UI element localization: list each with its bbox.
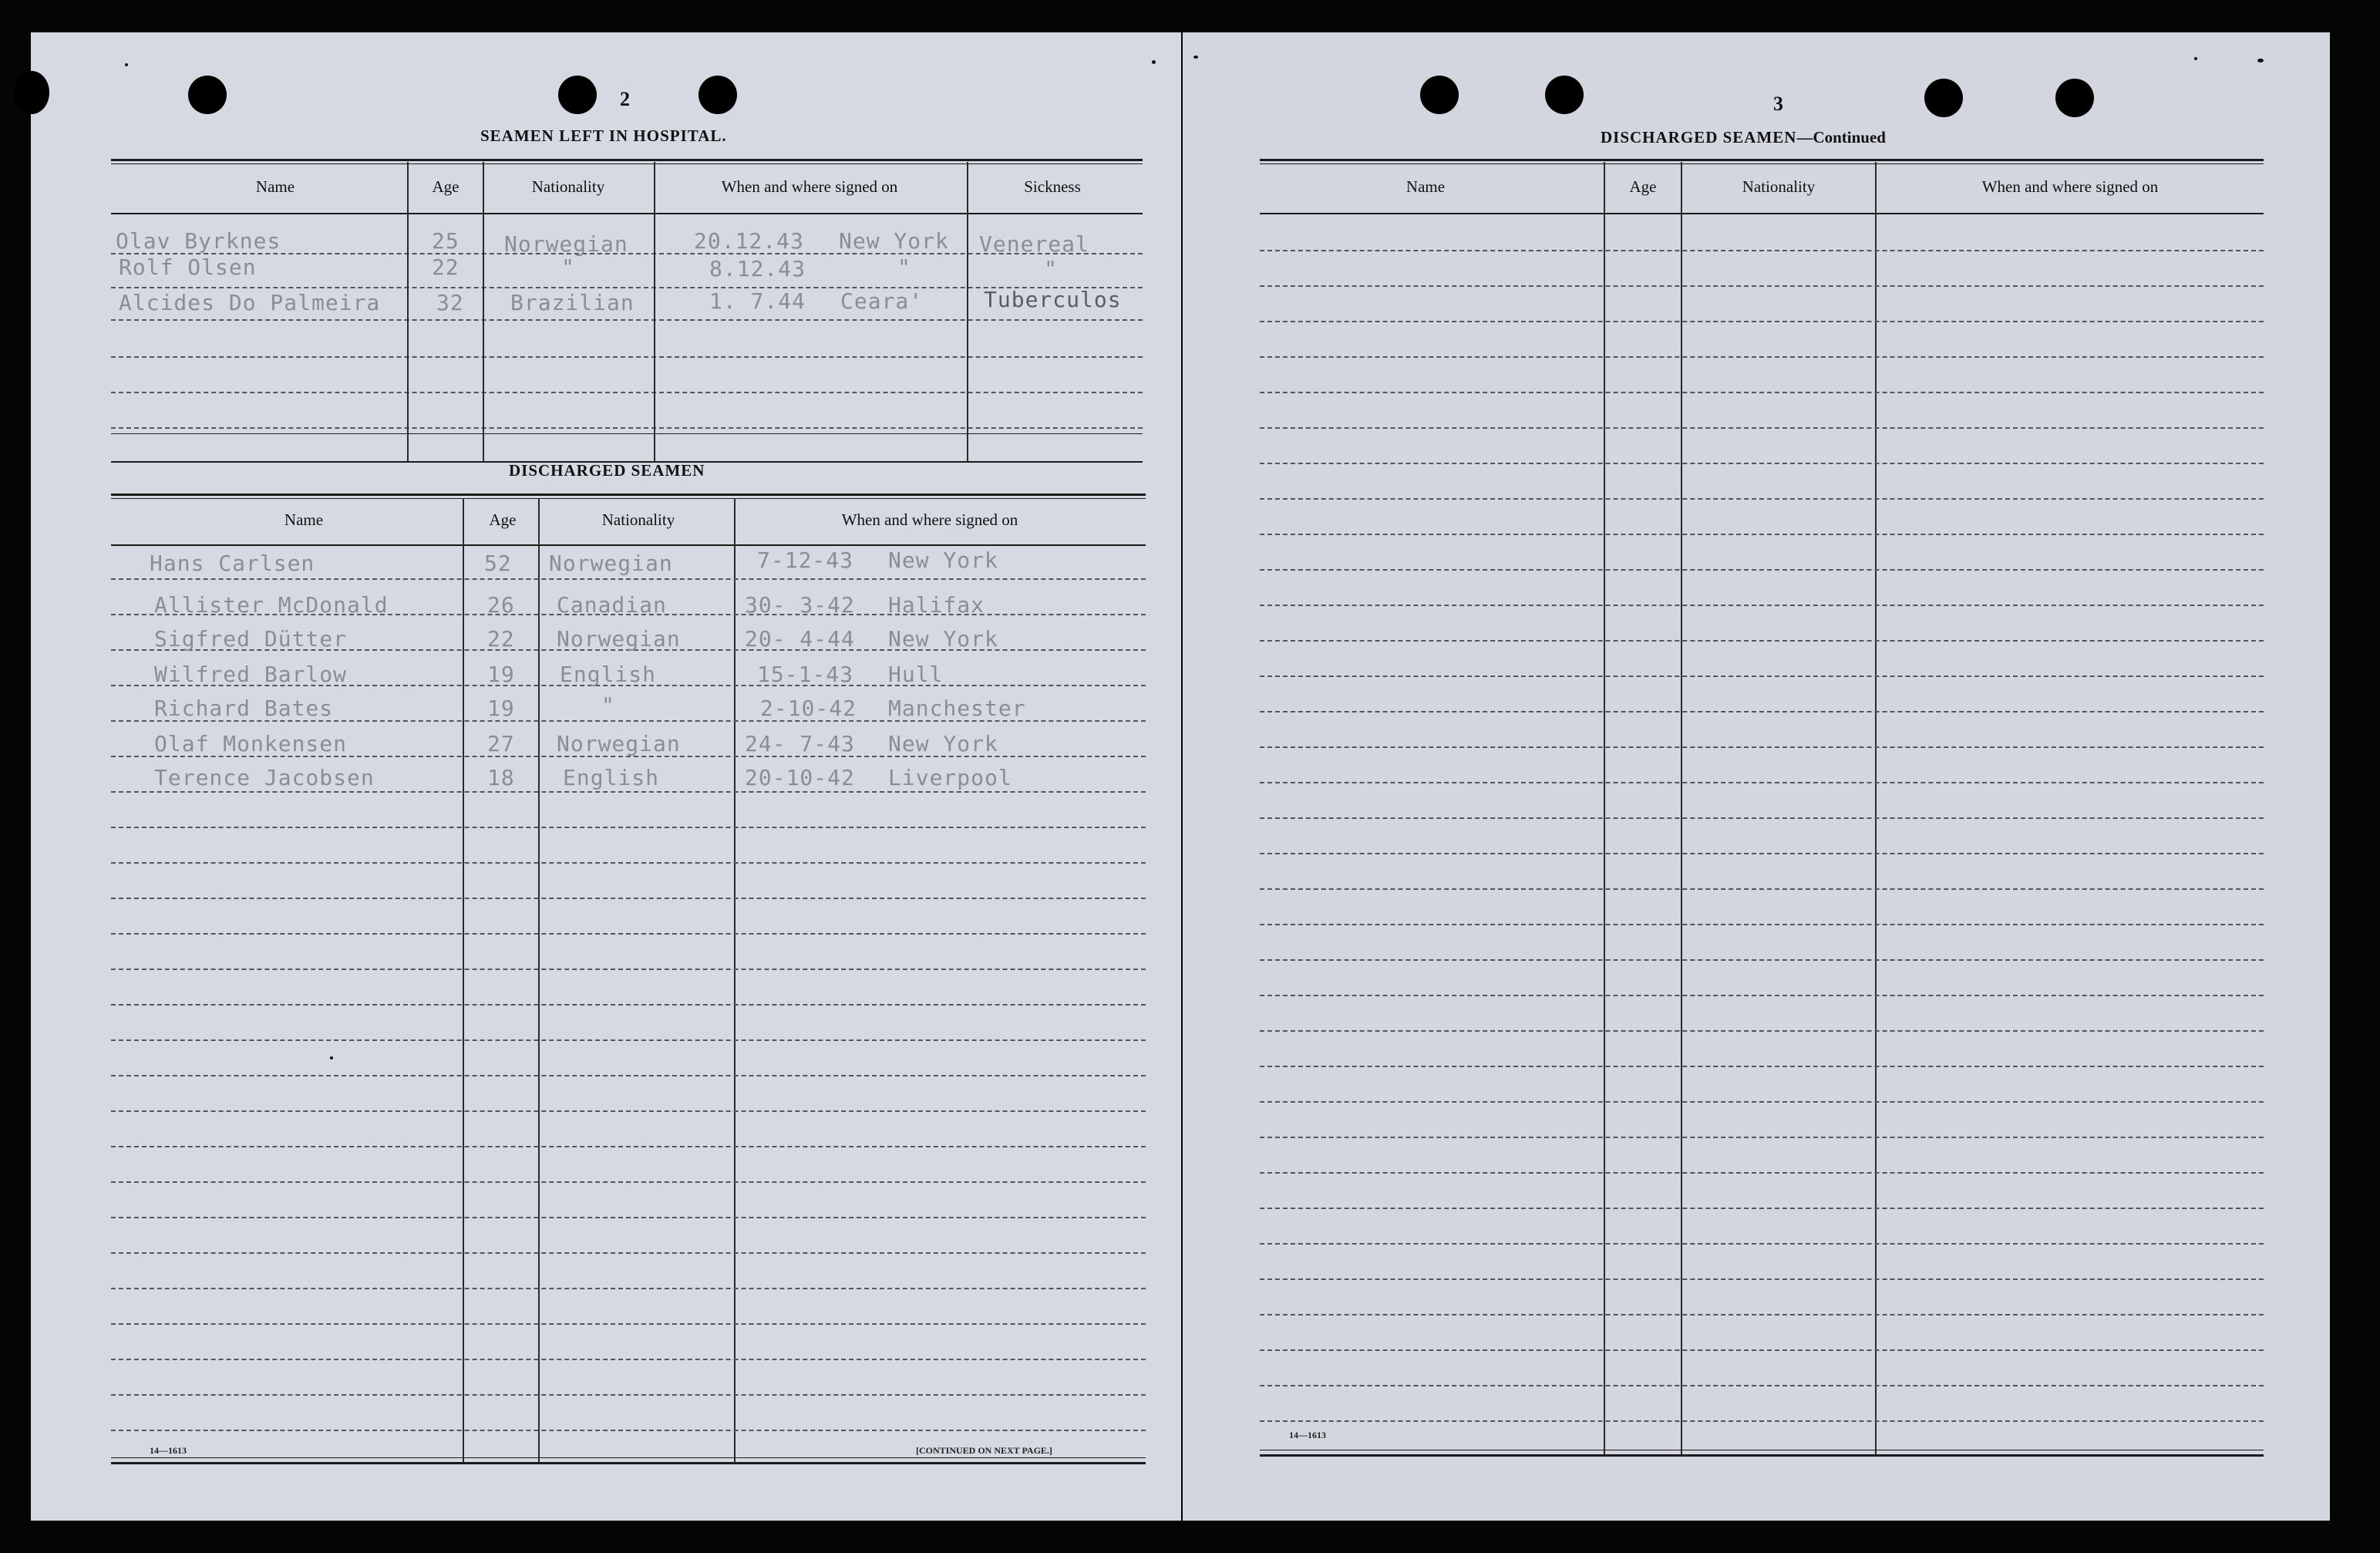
seaman-nationality: Norwegian: [557, 626, 681, 652]
punch-hole: [2055, 79, 2094, 117]
row-line: [111, 356, 1143, 358]
column-header-nationality: Nationality: [1742, 177, 1816, 196]
row-line: [111, 1146, 1146, 1147]
header-top-rule: [1260, 163, 2264, 164]
header-top-rule: [111, 163, 1143, 164]
title-text: DISCHARGED SEAMEN: [1601, 128, 1797, 147]
signed-on-place: ": [897, 254, 911, 280]
seaman-age: 19: [487, 696, 515, 721]
row-line: [111, 1217, 1146, 1218]
row-line: [1260, 463, 2264, 464]
hospital-section-title: SEAMEN LEFT IN HOSPITAL.: [480, 126, 727, 145]
row-line: [1260, 1030, 2264, 1032]
row-line: [111, 1004, 1146, 1006]
table-bottom-rule: [1260, 1454, 2264, 1457]
column-divider: [734, 498, 736, 1462]
signed-on-date: 30- 3-42: [745, 592, 855, 618]
signed-on-date: 8.12.43: [709, 256, 806, 281]
row-line: [111, 827, 1146, 828]
row-line: [1260, 1349, 2264, 1351]
seaman-age: 32: [436, 290, 464, 315]
title-suffix: —Continued: [1796, 128, 1886, 147]
page-number: 3: [1773, 93, 1783, 115]
row-line: [1260, 250, 2264, 251]
ink-speck: [1152, 60, 1156, 64]
row-line: [111, 1288, 1146, 1289]
row-line: [1260, 534, 2264, 535]
seaman-nationality: English: [560, 662, 657, 687]
sickness: Venereal: [979, 231, 1089, 257]
signed-on-place: New York: [888, 731, 998, 756]
table-bottom-rule: [111, 1462, 1146, 1464]
column-header-sickness: Sickness: [1024, 177, 1081, 196]
row-line: [1260, 746, 2264, 748]
seaman-name: Alcides Do Palmeira: [119, 290, 381, 315]
signed-on-place: Hull: [888, 662, 944, 687]
seaman-name: Hans Carlsen: [150, 551, 315, 576]
signed-on-place: Ceara': [840, 288, 924, 314]
ink-speck: [2257, 59, 2264, 62]
row-line: [111, 1252, 1146, 1254]
row-line: [111, 1110, 1146, 1112]
row-line: [1260, 1314, 2264, 1316]
seaman-age: 22: [432, 254, 460, 280]
seaman-age: 52: [484, 551, 512, 576]
seaman-name: Olaf Monkensen: [154, 731, 348, 756]
row-line: [111, 427, 1143, 429]
row-line: [1260, 888, 2264, 890]
row-line: [1260, 1385, 2264, 1386]
column-header-age: Age: [1629, 177, 1657, 196]
column-header-name: Name: [284, 510, 324, 529]
punch-hole: [188, 76, 227, 114]
sickness: ": [1044, 256, 1058, 281]
signed-on-date: 20-10-42: [745, 765, 855, 790]
column-header-age: Age: [489, 510, 517, 529]
column-divider: [654, 162, 655, 461]
signed-on-date: 24- 7-43: [745, 731, 855, 756]
header-top-rule: [111, 494, 1146, 496]
row-line: [1260, 1420, 2264, 1422]
discharged-section-title: DISCHARGED SEAMEN: [509, 461, 705, 480]
row-line: [1260, 498, 2264, 500]
right-page: [1183, 32, 2330, 1521]
punch-hole: [1420, 76, 1459, 114]
seaman-nationality: Brazilian: [510, 290, 635, 315]
seaman-age: 26: [487, 592, 515, 618]
column-header-age: Age: [432, 177, 460, 196]
row-line: [1260, 995, 2264, 996]
row-line: [111, 1181, 1146, 1183]
row-line: [1260, 1278, 2264, 1280]
row-line: [111, 392, 1143, 393]
seaman-nationality: Canadian: [557, 592, 667, 618]
seaman-name: Terence Jacobsen: [154, 765, 375, 790]
seaman-age: 18: [487, 765, 515, 790]
seaman-name: Richard Bates: [154, 696, 334, 721]
page-number: 2: [620, 88, 630, 110]
row-line: [1260, 924, 2264, 925]
row-line: [111, 1075, 1146, 1076]
column-header-nationality: Nationality: [601, 510, 675, 529]
header-bottom-rule: [1260, 213, 2264, 214]
row-line: [111, 1394, 1146, 1396]
row-line: [1260, 817, 2264, 819]
row-line: [111, 791, 1146, 793]
row-line: [1260, 711, 2264, 712]
header-top-rule: [1260, 159, 2264, 161]
seaman-nationality: ": [601, 692, 615, 718]
row-line: [111, 969, 1146, 970]
column-header-signed-on: When and where signed on: [841, 510, 1018, 529]
seaman-age: 27: [487, 731, 515, 756]
row-line: [1260, 1101, 2264, 1103]
row-line: [111, 1359, 1146, 1360]
punch-hole: [1924, 79, 1963, 117]
row-line: [1260, 392, 2264, 393]
form-number: 14—1613: [150, 1445, 187, 1456]
row-line: [1260, 1208, 2264, 1209]
row-line: [1260, 605, 2264, 606]
row-line: [111, 933, 1146, 935]
row-line: [111, 898, 1146, 899]
left-page: [31, 32, 1181, 1521]
row-line: [1260, 569, 2264, 571]
row-line: [1260, 356, 2264, 358]
punch-hole: [699, 76, 737, 114]
column-header-signed-on: When and where signed on: [1981, 177, 2159, 196]
punch-hole: [558, 76, 597, 114]
signed-on-place: Manchester: [888, 696, 1026, 721]
seaman-nationality: Norwegian: [549, 551, 673, 576]
ink-speck: [330, 1056, 333, 1059]
row-line: [1260, 285, 2264, 287]
row-line: [1260, 675, 2264, 677]
ink-speck: [125, 63, 128, 66]
row-line: [111, 862, 1146, 864]
row-line: [1260, 1137, 2264, 1138]
row-line: [111, 1039, 1146, 1041]
row-line: [111, 319, 1143, 321]
row-line: [111, 1430, 1146, 1431]
seaman-name: Sigfred Dütter: [154, 626, 348, 652]
discharged-continued-title: [1601, 128, 1886, 147]
seaman-name: Rolf Olsen: [119, 254, 257, 280]
signed-on-date: 20- 4-44: [745, 626, 855, 652]
signed-on-place: Halifax: [888, 592, 985, 618]
row-line: [111, 578, 1146, 580]
signed-on-date: 20.12.43: [694, 228, 804, 254]
signed-on-date: 1. 7.44: [709, 288, 806, 314]
signed-on-place: Liverpool: [888, 765, 1012, 790]
column-header-name: Name: [255, 177, 295, 196]
seaman-nationality: ": [561, 254, 575, 280]
signed-on-date: 2-10-42: [760, 696, 857, 721]
signed-on-place: New York: [888, 626, 998, 652]
seaman-age: 25: [432, 228, 460, 254]
column-header-name: Name: [1405, 177, 1446, 196]
column-divider: [407, 162, 409, 461]
column-header-signed-on: When and where signed on: [721, 177, 898, 196]
ink-speck: [2194, 57, 2197, 60]
signed-on-date: 15-1-43: [757, 662, 854, 687]
column-header-nationality: Nationality: [531, 177, 605, 196]
column-divider: [538, 498, 540, 1462]
row-line: [1260, 959, 2264, 961]
column-divider: [967, 162, 968, 461]
table-bottom-rule: [111, 1457, 1146, 1458]
seaman-age: 19: [487, 662, 515, 687]
row-line: [1260, 1243, 2264, 1245]
row-line: [1260, 427, 2264, 429]
header-top-rule: [111, 159, 1143, 161]
header-top-rule: [111, 498, 1146, 499]
row-line: [1260, 640, 2264, 642]
seaman-nationality: Norwegian: [557, 731, 681, 756]
table-bottom-rule: [111, 433, 1143, 434]
punch-hole: [14, 71, 49, 114]
row-line: [1260, 782, 2264, 783]
seaman-name: Wilfred Barlow: [154, 662, 348, 687]
column-divider: [463, 498, 464, 1462]
seaman-name: Olav Byrknes: [116, 228, 281, 254]
column-divider: [483, 162, 484, 461]
ink-speck: [1193, 56, 1198, 59]
sickness: Tuberculos: [984, 287, 1122, 312]
row-line: [111, 1323, 1146, 1325]
form-number: 14—1613: [1289, 1430, 1326, 1440]
seaman-nationality: Norwegian: [504, 231, 628, 257]
row-line: [1260, 1066, 2264, 1067]
seaman-age: 22: [487, 626, 515, 652]
row-line: [1260, 853, 2264, 854]
seaman-name: Allister McDonald: [154, 592, 389, 618]
header-bottom-rule: [111, 544, 1146, 546]
row-line: [1260, 321, 2264, 322]
signed-on-place: New York: [839, 228, 949, 254]
row-line: [1260, 1172, 2264, 1174]
continued-note: [CONTINUED ON NEXT PAGE.]: [916, 1445, 1052, 1456]
header-bottom-rule: [111, 213, 1143, 214]
signed-on-date: 7-12-43: [757, 547, 854, 573]
punch-hole: [1545, 76, 1584, 114]
signed-on-place: New York: [888, 547, 998, 573]
seaman-nationality: English: [563, 765, 660, 790]
